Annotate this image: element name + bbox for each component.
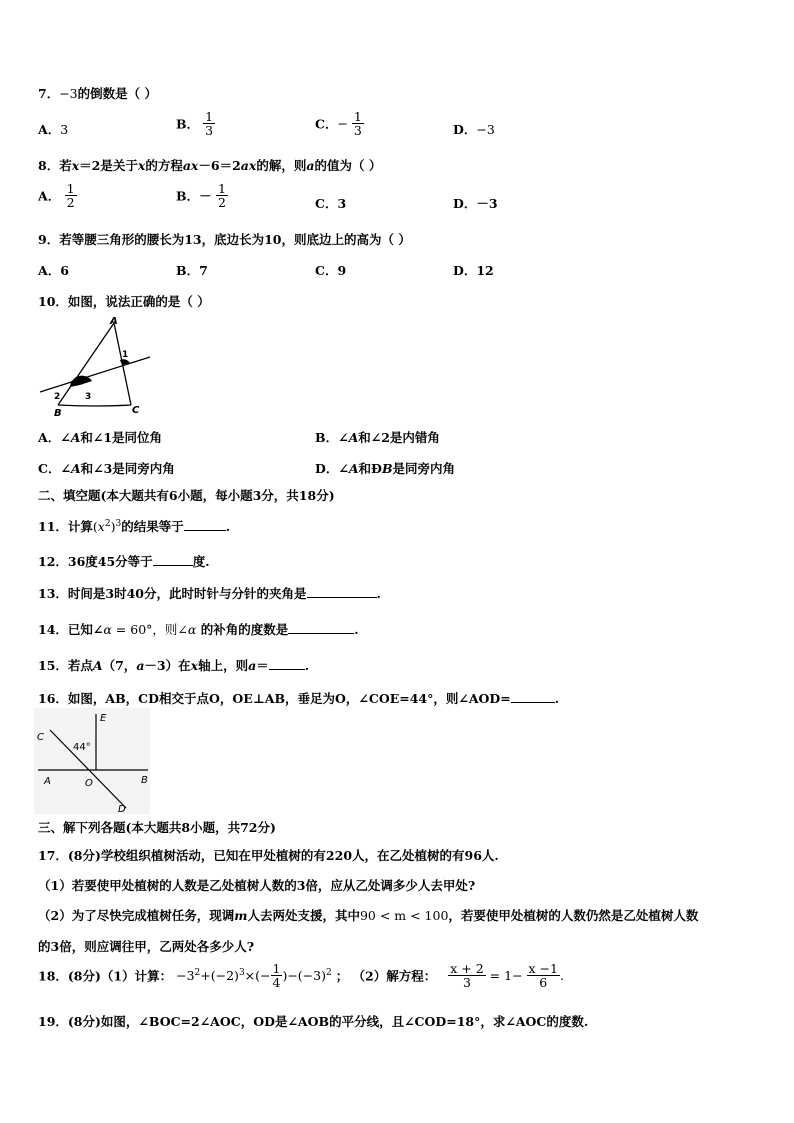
question-10-stem: 10．如图，说法正确的是（ ）: [38, 294, 210, 309]
label-o: O: [85, 778, 93, 789]
label-angle-2: 2: [54, 392, 61, 402]
label-angle-3: 3: [85, 392, 92, 402]
question-7-option-a: A．3: [38, 122, 69, 137]
label-b: B: [141, 775, 148, 786]
question-16: 16．如图，AB，CD相交于点O，OE⊥AB，垂足为O，∠COE=44°，则∠AOD= .: [38, 691, 560, 706]
question-9-option-c: C．9: [315, 263, 347, 278]
label-e: E: [100, 713, 107, 724]
question-10-option-c: C．∠A和∠3是同旁内角: [38, 461, 175, 476]
question-8-option-c: C．3: [315, 196, 347, 211]
question-17-stem: 17．(8分)学校组织植树活动，已知在甲处植树的有220人，在乙处植树的有96人.: [38, 848, 499, 863]
question-9-option-a: A．6: [38, 263, 69, 278]
angle-2-3-mark: [70, 376, 92, 387]
question-8-option-b: B．－ $\frac{1}{2}$: [176, 181, 226, 211]
label-angle-1: 1: [122, 350, 129, 360]
figure-background: [34, 708, 150, 814]
question-12: 12．36度45分等于 度.: [38, 554, 210, 569]
section-3-heading: 三、解下列各题(本大题共8小题，共72分): [38, 820, 276, 835]
question-9-option-d: D．12: [453, 263, 494, 278]
transversal-line: [40, 357, 150, 392]
question-7-option-c: C．− $\frac{1}{3}$: [315, 109, 362, 139]
question-7-stem: 7．−3的倒数是（ ）: [38, 86, 157, 101]
label-c: C: [37, 732, 44, 743]
question-17-part-2-cont: 的3倍，则应调往甲，乙两处各多少人?: [38, 939, 255, 954]
question-13: 13．时间是3时40分，此时时针与分针的夹角是 .: [38, 586, 381, 601]
side-bc: [58, 405, 131, 406]
question-9-option-b: B．7: [176, 263, 208, 278]
label-a: A: [110, 316, 118, 327]
question-7-option-b: B． $\frac{1}{3}$: [176, 109, 214, 139]
question-7-option-d: D．−3: [453, 122, 495, 137]
label-d: D: [118, 804, 126, 814]
question-10-option-b: B．∠A和∠2是内错角: [315, 430, 440, 445]
question-8-stem: 8．若x＝2是关于x的方程ax－6＝2ax的解，则a的值为（ ）: [38, 158, 382, 173]
question-8-option-a: A． $\frac{1}{2}$: [38, 181, 75, 211]
section-2-heading: 二、填空题(本大题共有6小题，每小题3分，共18分): [38, 488, 335, 503]
question-11: 11．计算$(x^2)^3$的结果等于 .: [38, 518, 231, 534]
question-18: 18．(8分)（1）计算： $-3^2+(-2)^3\times(-$ $\frac{1}{4}$ )$-(-3)^2$ ； （2）解方程： $\frac{x + 2}{3}$ = 1− $\frac{x -1}{6}$ .: [38, 961, 564, 991]
question-8-option-d: D．－3: [453, 196, 498, 211]
question-19: 19．(8分)如图，∠BOC=2∠AOC，OD是∠AOB的平分线，且∠COD=18°，求∠AOC的度数.: [38, 1014, 589, 1029]
label-b: B: [54, 408, 62, 417]
question-10-option-d: D．∠A和ÐB是同旁内角: [315, 461, 456, 476]
question-17-part-2: （2）为了尽快完成植树任务，现调m人去两处支援，其中90 < m < 100，若要使甲处植树的人数仍然是乙处植树人数: [38, 908, 699, 923]
question-17-part-1: （1）若要使甲处植树的人数是乙处植树人数的3倍，应从乙处调多少人去甲处?: [38, 878, 476, 893]
intersecting-lines-figure: [34, 708, 150, 814]
question-9-stem: 9．若等腰三角形的腰长为13，底边长为10，则底边上的高为（ ）: [38, 232, 411, 247]
question-15: 15．若点A（7，a－3）在x轴上，则a＝ .: [38, 658, 310, 673]
label-c: C: [132, 405, 140, 416]
question-14: 14．已知∠α = 60°，则∠α 的补角的度数是 .: [38, 622, 359, 637]
question-10-option-a: A．∠A和∠1是同位角: [38, 430, 163, 445]
label-a: A: [44, 776, 51, 787]
triangle-figure: [36, 315, 156, 417]
label-angle-44: 44°: [73, 742, 91, 753]
